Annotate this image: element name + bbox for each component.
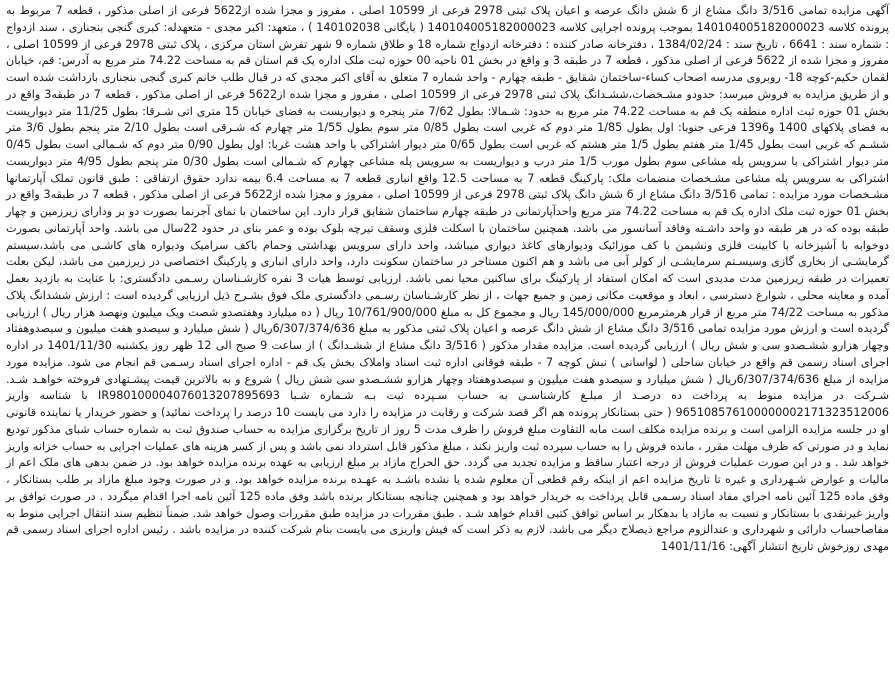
auction-notice-text: آگهی مزایده تمامی 3/516 دانگ مشاع از 6 شش دانگ عرصه و اعیان پلاک ثبتی 2978 فرعی از 10599 اصلی ، مفروز و مجزا شده از5622 فرعی از اصلی مذکور ، قطعه 7 مربوط به پرونده کلاسه 140104005182000023 بموجب پرونده اجرایی کلاسه 140104005182000023 ( بایگانی 140102038 ) ، متعهد: اکبر مجدی - متعهدله: کبری گنجی بنجناری ، سند ازدواج : شماره سند : 6641 ، تاریخ سند : 1384/02/24 ، دفترخانه صادر کننده : دفترخانه ازدواج شماره 18 و طلاق شماره 9 شهر تفرش استان مرکزی ، پلاک ثبتی 2978 فرعی از 10599 اصلی ، مفروز و مجزا شده از 5622 فرعی از اصلی مذکور ، قطعه 7 در طبقه 3 و واقع در بخش 01 ناحیه 00 حوزه ثبت ملک اداره یک قم استان قم به مساحت 74.22 متر مربع به آدرس: قم، خیابان لقمان حکیم-کوچه 18- روبروی مدرسه اصحاب کساء-ساختمان شقایق - طبقه چهارم - واحد شماره 7 متعلق به آقای اکبر مجدی که در قبال طلب خانم کبری گنجی بنجناری بازداشت شده است و از طریق مزایده به فروش میرسد: حدودو مشـخصات،ششـدانگ پلاک ثبتی 2978 فرعی از 10599 اصلی ، مفروز و مجزا شده از5622 فرعی از اصلی مذکور ، قطعه 7 در طبقه3 واقع در بخش 01 حوزه ثبت اداره منطقه یک قم به مساحت 74.22 متر مربع به حدود: شـمالا: بطول 7/62 متر پنجره و دیواریست به فضای خیابان 15 متری اتی شـرقا: بطول 11/25 متر دیواریست به فضای پلاکهای 1400 و1396 فرعی جنوبا: اول بطول 1/85 متر دوم که غربی است بطول 0/85 متر سوم بطول 1/55 متر چهارم که شـرقی است بطول 2/10 متر پنجم بطول 3/6 متر ششـم که غربی است بطول 1/45 متر هفتم بطول 1/5 متر هشتم که غربی است بطول 0/65 متر دیوار اشتراکی با واحد هشت غربا: اول بطول 0/90 متر دوم که شـمالی است بطول 0/45 متر دیوار اشتراکی با سرویس پله مشاعی سوم بطول مورب 1/5 متر درب و دیواریست به سرویس پله مشاعی چهارم که شـمالی است بطول 0/30 متر پنجم بطول 4/95 متر دیواریست اشتراکی به سرویس پله مشاعی مشـخصات منضمات ملک: پارکینگ قطعه 7 به مساحت 12.5 واقع انباری قطعه 7 به مساحت 6.4 بیمه ندارد حقوق ارتفاقی : طبق قانون تملک آپارتمانها مشـخصات مورد مزایده : تمامی 3/516 دانگ مشاع از 6 شش دانگ پلاک ثبتی 2978 فرعی از 10599 اصلی ، مفروز و مجزا شده از5622 فرعی از اصلی مذکور ، قطعه 7 در طبقه3 واقع در بخش 01 حوزه ثبت ملک اداره یک قم به مساحت 74.22 متر مربع واحدآپارتمانی در طبقه چهارم ساختمان شقایق قرار دارد. این ساختمان با نمای آجرنما بصورت دو بر ودارای زیرزمین و چهار طبقه بوده که در هر طبقه دو واحد داشـته وفاقد آسانسور می باشد. همچنین ساختمان با اسکلت فلزی وسقف تیرچه بلوک بوده و عمر بنای در حدود 22سال می باشد. واحد آپارتمانی بصورت دوخوابه با آشپزخانه با کابینت فلزی ونشیمن با کف موزائیک ودیوارهای کاغذ دیواری میباشد، واحد دارای سرویس بهداشتی وحمام باکف سرامیک ودیواره های کاشـی می باشد،سیستم گرمایشـی از بخاری گازی وسیسـتم سرمایشـی از کولر آبی می باشد و هم اکنون مستاجر در ساختمان سکونت دارد، واحد دارای انباری و پارکینگ اختصاصی در زیرزمین می باشد، لیکن بعلت تعمیرات در طبقه زیرزمین مدت مدیدی است که امکان استفاد از پارکینگ برای ساکنین محیا نمی باشد. ارزیابی توسط هیات 3 نفره کارشـناسان رسـمی دادگستری: با عنایت به بازدید بعمل آمده و معاینه محلی ، شوارع دسترسی ، ابعاد و موقعیت مکانی زمین و جمیع جهات ، از نظر کارشـناسان رسـمی دادگستری ملک فوق بشـرح ذیل ارزیابی گردیده است : ارزش ششدانگ پلاک مذکور به مساحت 74/22 متر مربع از قرار هرمترمربع 145/000/000 ریال و مجموع کل به مبلغ 10/761/900/000 ریال ( ده میلیارد وهفتصدو شصت ویک میلیون ونهصد هزار ریال ) ارزیابی گردیده است و ارزش مورد مزایده تمامی 3/516 دانگ مشاع از شش دانگ عرصه و اعیان پلاک ثبتی مذکور به مبلغ 6/307/374/636ریال ( شش میلیارد و سیصدو هفت میلیون و سیصدوهفتاد وچهار هزارو ششـصدو سی و شش ریال ) ارزیابی گردیده است. مزایده مقدار مذکور ( 3/516 دانگ مشاع از ششـدانگ ) از ساعت 9 صبح الی 12 ظهر روز یکشنبه 1401/11/30 در اداره اجرای اسناد رسمی قم واقع در خیابان ساحلی ( لواسانی ) نبش کوچه 7 - طبقه فوقانی اداره ثبت اسناد واملاک بخش یک قم - اداره اجرای اسناد رسـمی قم انجام می شود. مزایده مورد مزایده از مبلغ 6/307/374/636ریال ( شش میلیارد و سیصدو هفت میلیون و سیصدوهفتاد وچهار هزارو ششـصدو سی شش ریال ) شروع و به بالاترین قیمت پیشـنهادی فروخته خواهـد شـد. شـرکت در مزایده منوط به پرداخت ده درصـد از مبلـغ کارشناسـی به حساب سـپرده ثبت بـه شـماره شـبا IR980100004076013207895693 با شناسه واریز 965108576100000002171323512006 ( حتی بستانکار پرونده هم اگر قصد شرکت و رقابت در مزایده را دارد می بایست 10 درصد را پرداخت نمائید) و حضور خریدار یا نماینده قانونی او در جلسه مزایده الزامی است و برنده مزایده مکلف است مابه التفاوت مبلغ فروش را ظرف مدت 5 روز از تاریخ برگزاری مزایده به حساب صندوق ثبت به شماره حساب شبای مذکور تودیع نماید و در صورتی که ظرف مهلت مقرر ، مانده فروش را به حساب سپرده ثبت واریز نکند ، مبلغ مذکور قابل استرداد نمی باشد و پس از کسر هزینه های عملیات اجرایی به حساب خزانه واریز خواهد شد . و در این صورت عملیات فروش از درجه اعتبار ساقط و مزایده تجدید می گردد. حق الحراج مازاد بر مبلغ ارزیابی به عهده برنده مزایده خواهد بود. در ضمن بدهی های ملک اعم از مالیات و عوارض شـهرداری و غیره تا تاریخ مزایده اعم از اینکه رقم قطعی آن معلوم شده یا نشده باشـد به عهـده برنده مزایده خواهد بود. و در صورت وجود مبلغ مازاد بر طلب بستانکار ، وفق ماده 125 آئین نامه اجرای مفاد اسناد رسـمی قابل پرداخت به خریدار خواهد بود و همچنین چنانچه بستانکار برنده باشد وفق ماده 125 آئین نامه اجرا اقدام میگردد . در صورت توافق بر واریز غیرنقدی با بستانکار و نسبت به مازاد یا بدهکار بر اساس توافق کتبی اقدام خواهد شـد . طبق مقررات در مزایده طبق مقررات وصول خواهد شد. ضمناً تنظیم سند انتقال اجرایی منوط به مفاصاحساب دارائی و شهرداری و عندالزوم مراجع ذیصلاح دیگر می باشد. لازم به ذکر است که فیش واریزی می بایست بنام شرکت کننده در مزایده باشد . رئیس اداره اجرای اسناد رسمی قم مهدی روزخوش تاریخ انتشار آگهی: 1401/11/16 bbox=[6, 4, 890, 553]
